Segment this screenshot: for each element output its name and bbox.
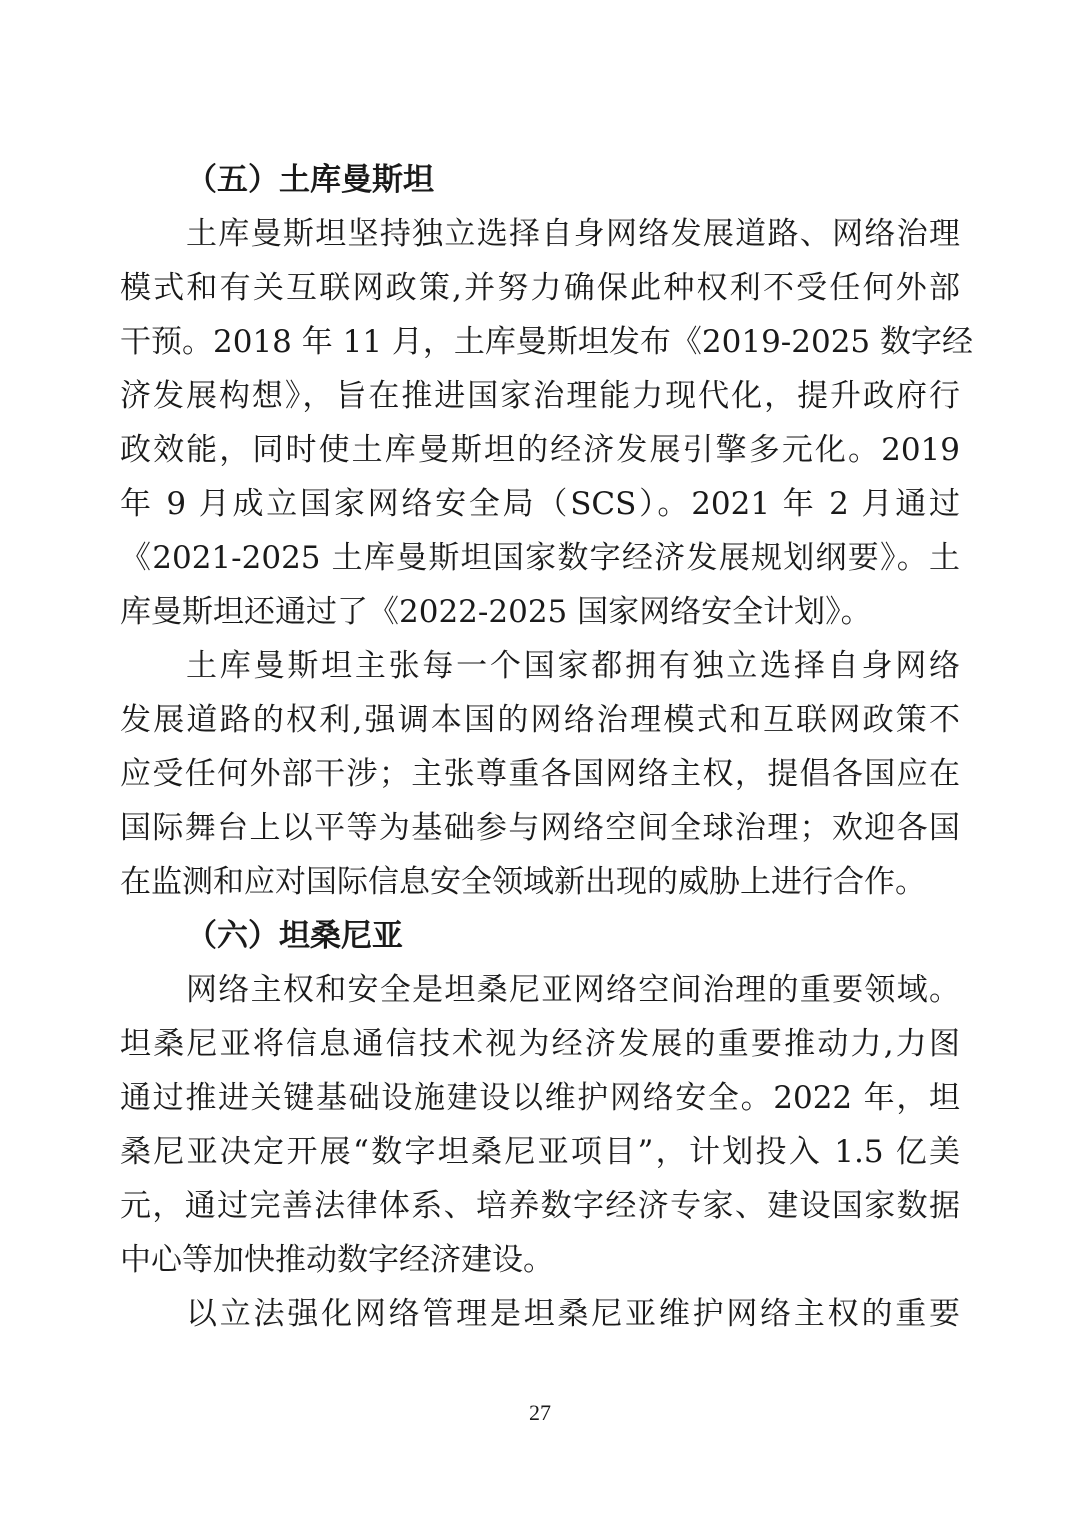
paragraph-line: 模式和有关互联网政策,并努力确保此种权利不受任何外部 [120, 270, 960, 306]
paragraph-line: 年 9 月成立国家网络安全局（SCS）。2021 年 2 月通过 [120, 486, 960, 522]
paragraph-line: 应受任何外部干涉；主张尊重各国网络主权，提倡各国应在 [120, 756, 960, 792]
paragraph-line: 土库曼斯坦坚持独立选择自身网络发展道路、网络治理 [186, 216, 960, 252]
paragraph-line: 坦桑尼亚将信息通信技术视为经济发展的重要推动力,力图 [120, 1026, 960, 1062]
paragraph-line: 网络主权和安全是坦桑尼亚网络空间治理的重要领域。 [186, 972, 960, 1008]
paragraph-line: 干预。2018 年 11 月，土库曼斯坦发布《2019-2025 数字经 [120, 324, 974, 360]
section-heading-turkmenistan: （五）土库曼斯坦 [186, 162, 434, 198]
paragraph-line: 政效能，同时使土库曼斯坦的经济发展引擎多元化。2019 [120, 432, 960, 468]
paragraph-line: 中心等加快推动数字经济建设。 [120, 1242, 554, 1278]
page-number: 27 [529, 1400, 551, 1425]
paragraph-line: 通过推进关键基础设施建设以维护网络安全。2022 年，坦 [120, 1080, 960, 1116]
paragraph-line: 库曼斯坦还通过了《2022-2025 国家网络安全计划》。 [120, 594, 872, 630]
paragraph-line: 济发展构想》，旨在推进国家治理能力现代化，提升政府行 [120, 378, 960, 414]
paragraph-line: 发展道路的权利,强调本国的网络治理模式和互联网政策不 [120, 702, 960, 738]
paragraph-line: 在监测和应对国际信息安全领域新出现的威胁上进行合作。 [120, 864, 926, 900]
paragraph-line: 国际舞台上以平等为基础参与网络空间全球治理；欢迎各国 [120, 810, 960, 846]
paragraph-line: 元，通过完善法律体系、培养数字经济专家、建设国家数据 [120, 1188, 960, 1224]
paragraph-line: 桑尼亚决定开展“数字坦桑尼亚项目”，计划投入 1.5 亿美 [120, 1134, 960, 1170]
paragraph-line: 土库曼斯坦主张每一个国家都拥有独立选择自身网络 [186, 648, 960, 684]
paragraph-line: 以立法强化网络管理是坦桑尼亚维护网络主权的重要 [186, 1296, 960, 1332]
paragraph-line: 《2021-2025 土库曼斯坦国家数字经济发展规划纲要》。土 [120, 540, 960, 576]
section-heading-tanzania: （六）坦桑尼亚 [186, 918, 403, 954]
